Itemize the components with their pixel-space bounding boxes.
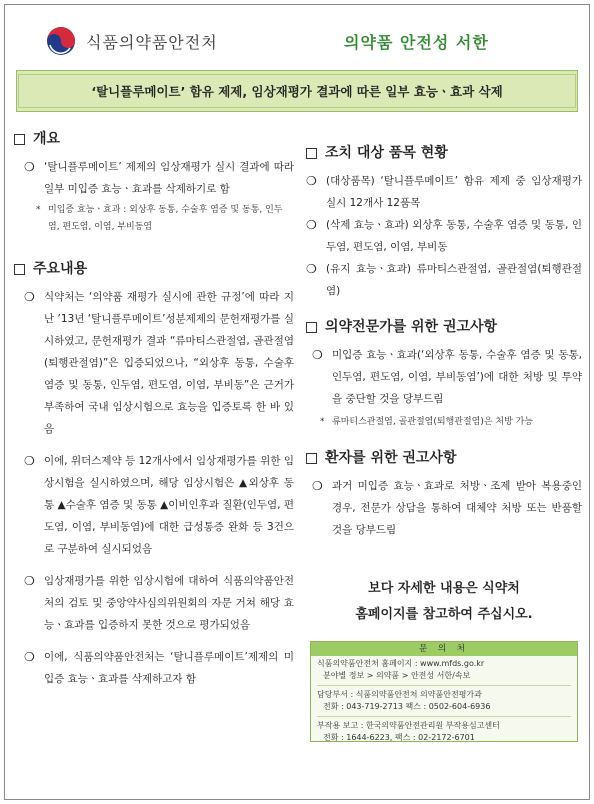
asterisk-icon: *	[320, 417, 325, 427]
experts-heading: 의약전문가를 위한 권고사항	[306, 316, 582, 338]
document-title: ‘탈니플루메이트’ 함유 제제, 임상재평가 결과에 따른 일부 효능ㆍ효과 삭제	[18, 74, 576, 108]
checkbox-square-icon	[306, 453, 317, 464]
agency-name: 식품의약품안전처	[86, 33, 218, 52]
document-type: 의약품 안전성 서한	[344, 33, 489, 52]
main-item: ❍ 임상재평가를 위한 임상시험에 대하여 식품의약품안전처의 검토 및 중앙약사심의위원회의 자문 거쳐 해당 효능ㆍ효과를 입증하지 못한 것으로 평가되었음	[14, 570, 294, 636]
status-heading: 조치 대상 품목 현황	[306, 142, 582, 164]
dept-text: 담당부서 : 식품의약품안전처 의약품안전평가과	[317, 690, 482, 699]
taegeuk-logo-icon	[46, 26, 76, 56]
report-phone-text: 전화 : 1644-6223, 팩스 : 02-2172-6701	[323, 732, 475, 742]
status-item: ❍ (삭제 효능ㆍ효과) 외상후 동통, 수술후 염증 및 동통, 인두염, 편도염, 이염, 부비동	[306, 214, 582, 258]
circle-bullet-icon: ❍	[24, 160, 35, 174]
circle-bullet-icon: ❍	[306, 218, 317, 232]
contact-divider	[317, 716, 571, 717]
contact-heading: 문 의 처	[311, 642, 577, 656]
circle-bullet-icon: ❍	[306, 262, 317, 276]
checkbox-square-icon	[14, 134, 25, 145]
main-item: ❍ 이에, 위더스제약 등 12개사에서 임상재평가를 위한 임상시험을 실시하였으며, 해당 임상시험은 ▲외상후 동통 ▲수술후 염증 및 동통 ▲이비인후과 질환(인두염, 편도염, 이염, 부비동염)에 대한 급성통증 완화 등 3건으로 구분하여 실시되었음	[14, 450, 294, 560]
circle-bullet-icon: ❍	[306, 174, 317, 188]
circle-bullet-icon: ❍	[24, 290, 35, 304]
circle-bullet-icon: ❍	[312, 479, 323, 493]
main-item: ❍ 이에, 식품의약품안전처는 ‘탈니플루메이트’제제의 미입증 효능ㆍ효과를 삭제하고자 함	[14, 646, 294, 690]
circle-bullet-icon: ❍	[24, 574, 35, 588]
checkbox-square-icon	[306, 322, 317, 333]
left-column	[14, 128, 294, 690]
experts-item: ❍ 미입증 효능ㆍ효과(‘외상후 동통, 수술후 염증 및 동통, 인두염, 편도염, 이염, 부비동염’)에 대한 처방 및 투약을 중단할 것을 당부드림	[306, 344, 582, 410]
circle-bullet-icon: ❍	[24, 650, 35, 664]
homepage-text: 식품의약품안전처 홈페이지 : www.mfds.go.kr	[317, 659, 485, 668]
checkbox-square-icon	[306, 148, 317, 159]
main-content-heading: 주요내용	[14, 258, 294, 280]
main-item: ❍ 식약처는 ‘의약품 재평가 실시에 관한 규정’에 따라 지난 ’13년 ‘탈니플루메이트’성분제제의 문헌재평가를 실시하였고, 문헌재평가 결과 “류마티스관절염, 골관절염(퇴행관절염)”은 입증되었으나, “외상후 동통, 수술후 염증 및 동통, 인두염, 편도염, 이염, 부비동”은 근거가 부족하여 국내 임상시험으로 효능을 입증토록 한 바 있음	[14, 286, 294, 440]
overview-item: ❍ ‘탈니플루메이트’ 제제의 임상재평가 실시 결과에 따라 일부 미입증 효능ㆍ효과를 삭제하기로 함	[14, 156, 294, 200]
right-column	[306, 128, 582, 541]
contact-box	[310, 641, 578, 742]
status-item: ❍ (유지 효능ㆍ효과) 류마티스관절염, 골관절염(퇴행관절염)	[306, 258, 582, 302]
experts-note: * 류마티스관절염, 골관절염(퇴행관절염)은 처방 가능	[306, 414, 582, 431]
overview-heading: 개요	[14, 128, 294, 150]
overview-note: * 미입증 효능ㆍ효과 : 외상후 동통, 수술후 염증 및 동통, 인두염, 편도염, 이염, 부비동염	[14, 202, 294, 236]
report-text: 부작용 보고 : 한국의약품안전관리원 부작용심고센터	[317, 721, 500, 730]
patients-heading: 환자를 위한 권고사항	[306, 447, 582, 469]
dept-phone-text: 전화 : 043-719-2713 팩스 : 0502-604-6936	[323, 701, 491, 711]
contact-divider	[317, 685, 571, 686]
status-item: ❍ (대상품목) ‘탈니플루메이트’ 함유 제제 중 임상재평가 실시 12개사 12품목	[306, 170, 582, 214]
asterisk-icon: *	[36, 205, 41, 215]
circle-bullet-icon: ❍	[24, 454, 35, 468]
patients-item: ❍ 과거 미입증 효능ㆍ효과로 처방ㆍ조제 받아 복용중인 경우, 전문가 상담을 통하여 대체약 처방 또는 반품할 것을 당부드림	[306, 475, 582, 541]
circle-bullet-icon: ❍	[312, 348, 323, 362]
menu-path-text: 분야별 정보 > 의약품 > 안전성 서한/속보	[323, 670, 471, 680]
checkbox-square-icon	[14, 264, 25, 275]
closing-message: 보다 자세한 내용은 식약처 홈페이지를 참고하여 주십시오.	[355, 581, 533, 622]
